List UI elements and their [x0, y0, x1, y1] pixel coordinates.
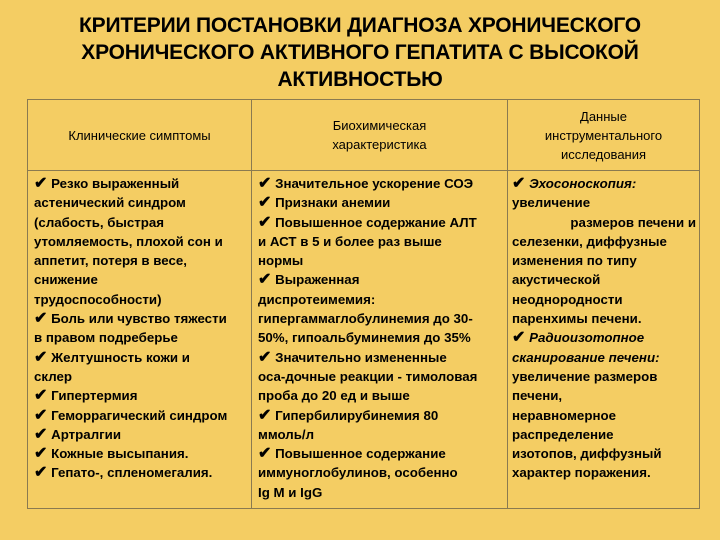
list-item-text: Повышенное содержание: [275, 446, 446, 462]
list-item: [512, 386, 696, 405]
list-item-text: сканирование печени:: [512, 349, 660, 365]
list-item: [258, 213, 504, 232]
list-item: [258, 444, 504, 463]
list-item-text: склер: [34, 368, 73, 384]
list-item: [34, 386, 248, 405]
list-item: [512, 213, 696, 232]
list-item: [34, 290, 248, 309]
list-item: [258, 328, 504, 347]
criteria-table: [27, 99, 700, 509]
header-clinical-symptoms: Клинические симптомы: [28, 100, 252, 171]
list-item-text: изменения по типу: [512, 253, 637, 269]
list-item-text: Гипербилирубинемия 80: [275, 407, 439, 423]
list-item: [34, 328, 248, 347]
list-item-text: Значительное ускорение СОЭ: [275, 176, 474, 191]
checkmark-icon: ✔: [258, 406, 272, 424]
title-line: АКТИВНОСТЬЮ: [277, 68, 443, 91]
list-item-text: снижение: [34, 272, 98, 288]
checkmark-icon: ✔: [34, 464, 48, 482]
table-body-row: [28, 171, 700, 509]
list-item-text: Артралгии: [51, 426, 122, 442]
checkmark-icon: ✔: [258, 348, 272, 366]
checkmark-icon: ✔: [512, 329, 526, 347]
list-item-text: Желтушность кожи и: [51, 349, 190, 365]
list-item-text: увеличение размеров: [512, 368, 658, 384]
list-item: [34, 213, 248, 232]
list-item: [34, 425, 248, 444]
list-item: [512, 425, 696, 444]
list-item-text: Кожные высыпания.: [51, 446, 189, 462]
list-item: [258, 174, 504, 193]
checkmark-icon: ✔: [34, 445, 48, 463]
list-item: [258, 232, 504, 251]
checkmark-icon: ✔: [34, 175, 48, 192]
list-item: [512, 444, 696, 463]
list-item-text: неоднородности: [512, 291, 623, 307]
list-item: [512, 174, 696, 193]
list-item: [512, 348, 696, 367]
checkmark-icon: ✔: [34, 425, 48, 443]
list-item: [512, 328, 696, 347]
list-item-text: трудоспособности): [34, 291, 162, 307]
checkmark-icon: ✔: [258, 194, 272, 212]
list-item-text: Резко выраженный: [51, 176, 180, 191]
list-item-text: Признаки анемии: [275, 195, 391, 211]
checkmark-icon: ✔: [34, 406, 48, 424]
list-item: [512, 463, 696, 482]
list-item-text: Ig M и IgG: [258, 484, 323, 500]
list-item-text: паренхимы печени.: [512, 311, 642, 327]
checkmark-icon: ✔: [512, 175, 526, 192]
list-item-text: Радиоизотопное: [529, 330, 645, 346]
list-item-text: утомляемость, плохой сон и: [34, 233, 223, 249]
list-item-text: Эхосоноскопия:: [529, 176, 637, 191]
list-item-text: нормы: [258, 253, 304, 269]
list-item-text: Выраженная: [275, 272, 360, 288]
list-item: [258, 406, 504, 425]
list-item-text: ммоль/л: [258, 426, 315, 442]
list-item: [34, 251, 248, 270]
list-item-text: иммуноглобулинов, особенно: [258, 465, 458, 481]
list-item-text: в правом подреберье: [34, 330, 178, 346]
checkmark-icon: ✔: [258, 175, 272, 192]
list-item: [512, 232, 696, 251]
checkmark-icon: ✔: [34, 387, 48, 405]
list-item-text: характер поражения.: [512, 465, 651, 481]
list-item: [34, 348, 248, 367]
clinical-symptoms-cell: [28, 171, 251, 489]
checkmark-icon: ✔: [34, 348, 48, 366]
list-item-text: астенический синдром: [34, 195, 186, 211]
list-item: [512, 309, 696, 328]
list-item-text: проба до 20 ед и выше: [258, 388, 410, 404]
list-item: [34, 463, 248, 482]
list-item: [512, 251, 696, 270]
list-item-text: Боль или чувство тяжести: [51, 311, 227, 327]
list-item-text: акустической: [512, 272, 601, 288]
list-item: [512, 193, 696, 212]
table-header-row: [28, 100, 700, 171]
list-item: [258, 309, 504, 328]
slide-title: [0, 12, 720, 93]
list-item-text: (слабость, быстрая: [34, 214, 165, 230]
list-item: [512, 290, 696, 309]
list-item: [34, 367, 248, 386]
list-item: [34, 406, 248, 425]
list-item: [258, 367, 504, 386]
list-item-text: диспротеимемия:: [258, 291, 376, 307]
list-item: [512, 406, 696, 425]
list-item-text: увеличение: [512, 195, 591, 211]
list-item-text: 50%, гипоальбуминемия до 35%: [258, 330, 471, 346]
list-item: [258, 290, 504, 309]
list-item: [258, 193, 504, 212]
biochemical-cell: [252, 171, 507, 508]
list-item-text: Геморрагический синдром: [51, 407, 228, 423]
list-item-text: Гипертермия: [51, 388, 138, 404]
header-biochemical: Биохимическая характеристика: [252, 100, 508, 171]
list-item: [258, 386, 504, 405]
list-item: [512, 270, 696, 289]
checkmark-icon: ✔: [34, 310, 48, 328]
list-item: [34, 444, 248, 463]
list-item: [258, 251, 504, 270]
list-item-text: размеров печени и: [570, 214, 696, 230]
list-item-text: селезенки, диффузные: [512, 233, 667, 249]
list-item-text: изотопов, диффузный: [512, 446, 662, 462]
list-item-text: неравномерное: [512, 407, 616, 423]
list-item: [258, 483, 504, 502]
list-item-text: Гепато-, спленомегалия.: [51, 465, 213, 481]
instrumental-cell: [508, 171, 699, 489]
checkmark-icon: ✔: [258, 445, 272, 463]
list-item-text: Повышенное содержание АЛТ: [275, 214, 477, 230]
header-instrumental: Данные инструментального исследования: [508, 100, 700, 171]
list-item-text: аппетит, потеря в весе,: [34, 253, 187, 269]
list-item: [34, 270, 248, 289]
list-item: [258, 463, 504, 482]
checkmark-icon: ✔: [258, 213, 272, 231]
list-item: [34, 174, 248, 193]
list-item: [258, 348, 504, 367]
title-line: КРИТЕРИИ ПОСТАНОВКИ ДИАГНОЗА ХРОНИЧЕСКОГО: [79, 14, 641, 37]
checkmark-icon: ✔: [258, 271, 272, 289]
list-item: [34, 193, 248, 212]
list-item-text: оса-дочные реакции - тимоловая: [258, 368, 478, 384]
list-item-text: печени,: [512, 388, 563, 404]
list-item: [258, 270, 504, 289]
list-item-text: гипергаммаглобулинемия до 30-: [258, 311, 473, 327]
list-item: [34, 309, 248, 328]
title-line: ХРОНИЧЕСКОГО АКТИВНОГО ГЕПАТИТА С ВЫСОКОЙ: [81, 41, 639, 64]
list-item: [258, 425, 504, 444]
list-item: [512, 367, 696, 386]
list-item-text: и АСТ в 5 и более раз выше: [258, 233, 442, 249]
list-item-text: Значительно измененные: [275, 349, 447, 365]
list-item-text: распределение: [512, 426, 614, 442]
list-item: [34, 232, 248, 251]
